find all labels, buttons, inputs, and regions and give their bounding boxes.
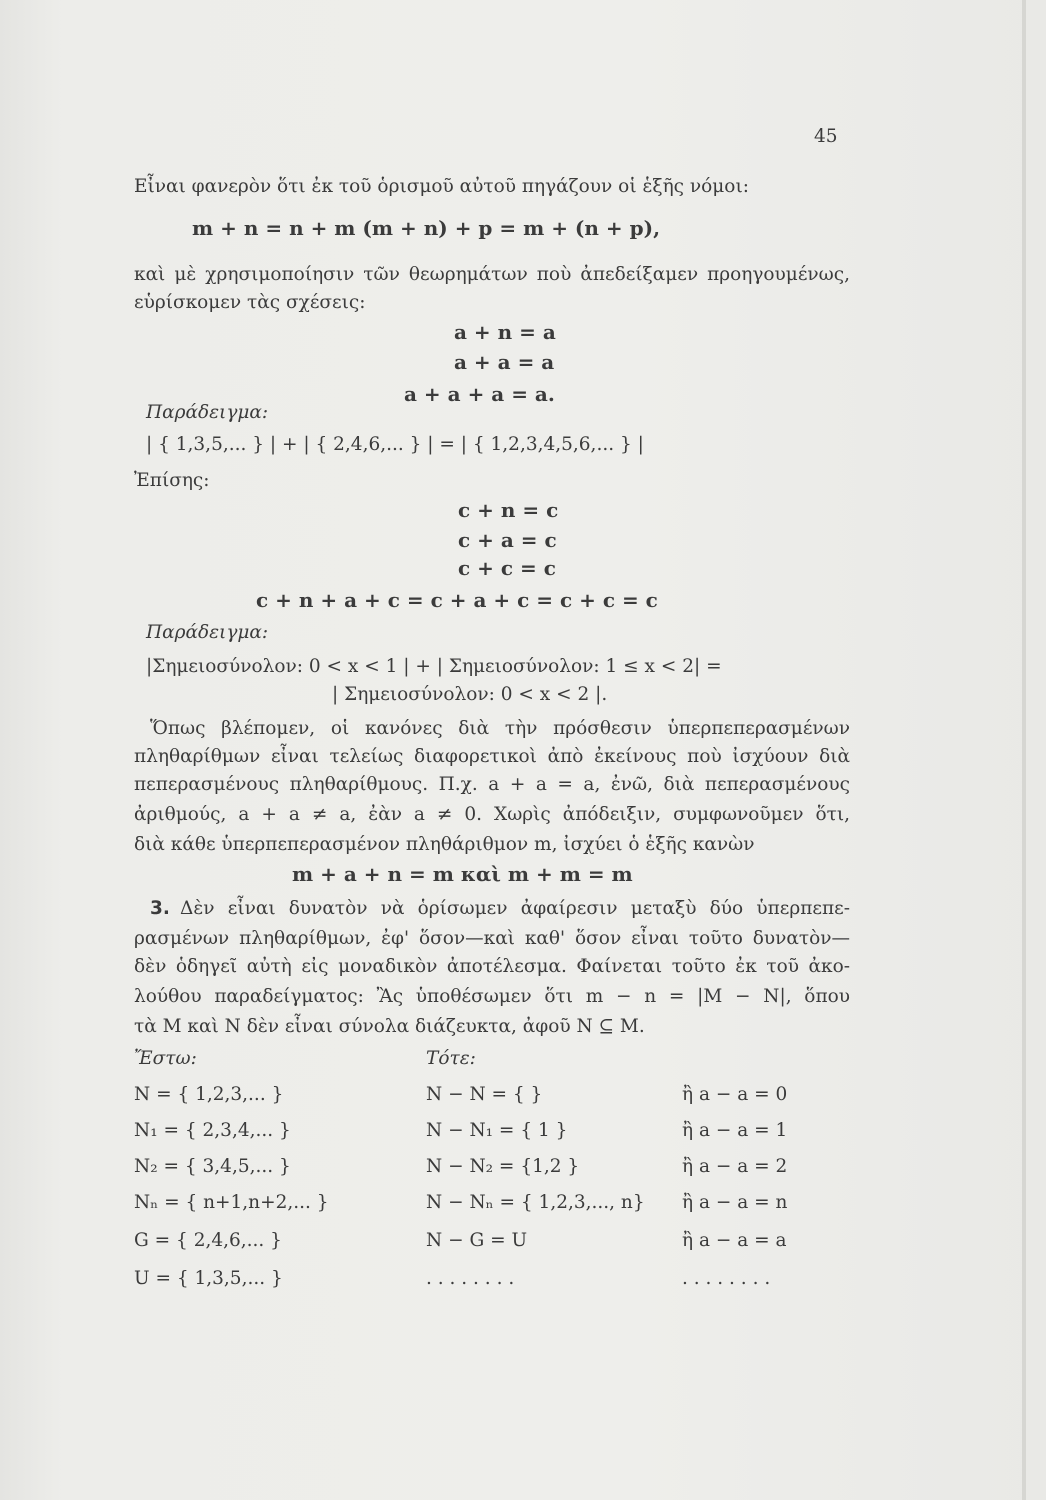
table-row-1-diff: N − N = { } (426, 1084, 543, 1105)
example-label-1: Παράδειγμα: (146, 402, 269, 423)
section-number: 3. (150, 898, 170, 919)
also-label: Ἐπίσης: (134, 470, 210, 491)
example-label-2: Παράδειγμα: (146, 622, 269, 643)
example-1: | { 1,3,5,... } | + | { 2,4,6,... } | = | { 1,2,3,4,5,6,... } | (146, 434, 644, 455)
table-row-3-diff: N − N₂ = {1,2 } (426, 1156, 580, 1177)
table-row-3-set: N₂ = { 3,4,5,... } (134, 1156, 291, 1177)
table-row-6-set: U = { 1,3,5,... } (134, 1268, 283, 1289)
paragraph-2-line-2: εὑρίσκομεν τὰς σχέσεις: (134, 292, 366, 313)
example-2-line-1: |Σημειοσύνολον: 0 < x < 1 | + | Σημειοσύνολον: 1 ≤ x < 2| = (146, 656, 722, 677)
intro-line: Εἶναι φανερὸν ὅτι ἐκ τοῦ ὁρισμοῦ αὐτοῦ πηγάζουν οἱ ἑξῆς νόμοι: (134, 176, 749, 197)
paragraph-3-line-2: πληθαρίθμων εἶναι τελείως διαφορετικοὶ ἀπὸ ἐκείνους ποὺ ἰσχύουν διὰ (134, 746, 850, 767)
table-row-1-set: N = { 1,2,3,... } (134, 1084, 284, 1105)
table-row-5-set: G = { 2,4,6,... } (134, 1230, 282, 1251)
relation-c-4: c + n + a + c = c + a + c = c + c = c (256, 588, 658, 612)
relation-c-3: c + c = c (458, 556, 556, 580)
paragraph-2-line-1: καὶ μὲ χρησιμοποίησιν τῶν θεωρημάτων ποὺ ἀπεδείξαμεν προηγουμένως, (134, 264, 850, 285)
relation-a-1: a + n = a (454, 320, 556, 344)
table-row-1-card: ἢ a − a = 0 (682, 1084, 788, 1105)
table-row-5-card: ἢ a − a = a (682, 1230, 787, 1251)
paragraph-3-line-5: διὰ κάθε ὑπερπεπερασμένον πληθάριθμον m, ἰσχύει ὁ ἑξῆς κανὼν (134, 834, 755, 855)
paragraph-4-line-1: Δὲν εἶναι δυνατὸν νὰ ὁρίσωμεν ἀφαίρεσιν μεταξὺ δύο ὑπερπεπε- (180, 898, 850, 919)
table-row-6-diff: . . . . . . . . (426, 1268, 515, 1289)
table-row-2-set: N₁ = { 2,3,4,... } (134, 1120, 291, 1141)
table-row-5-diff: N − G = U (426, 1230, 528, 1251)
page-edge (1022, 0, 1026, 1500)
paragraph-3-line-3: πεπερασμένους πληθαρίθμους. Π.χ. a + a = a, ἐνῶ, διὰ πεπερασμένους (134, 774, 850, 795)
relation-c-2: c + a = c (458, 528, 557, 552)
table-header-left: Ἔστω: (134, 1048, 197, 1069)
paragraph-3-line-1: Ὅπως βλέπομεν, οἱ κανόνες διὰ τὴν πρόσθεσιν ὑπερπεπερασμένων (150, 718, 850, 739)
commutative-associative-laws: m + n = n + m (m + n) + p = m + (n + p), (192, 216, 661, 240)
example-2-line-2: | Σημειοσύνολον: 0 < x < 2 |. (332, 684, 608, 705)
relation-a-3: a + a + a = a. (404, 382, 555, 406)
relation-a-2: a + a = a (454, 350, 555, 374)
table-header-right: Τότε: (426, 1048, 476, 1069)
relation-c-1: c + n = c (458, 498, 559, 522)
paragraph-3-line-4: ἀριθμούς, a + a ≠ a, ἐὰν a ≠ 0. Χωρὶς ἀπόδειξιν, συμφωνοῦμεν ὅτι, (134, 804, 850, 825)
paragraph-4-line-5: τὰ M καὶ N δὲν εἶναι σύνολα διάζευκτα, ἀφοῦ N ⊆ M. (134, 1016, 645, 1037)
table-row-2-card: ἢ a − a = 1 (682, 1120, 788, 1141)
table-row-4-set: Nₙ = { n+1,n+2,... } (134, 1192, 329, 1213)
paragraph-4-line-4: λούθου παραδείγματος: Ἂς ὑποθέσωμεν ὅτι m − n = |M − N|, ὅπου (134, 986, 850, 1007)
table-row-4-diff: N − Nₙ = { 1,2,3,..., n} (426, 1192, 645, 1213)
paragraph-4-line-3: δὲν ὁδηγεῖ αὐτὴ εἰς μοναδικὸν ἀποτέλεσμα. Φαίνεται τοῦτο ἐκ τοῦ ἀκο- (134, 956, 850, 977)
table-row-6-card: . . . . . . . . (682, 1268, 771, 1289)
paragraph-4-line-2: ρασμένων πληθαρίθμων, ἐφ' ὅσον—καὶ καθ' ὅσον εἶναι τοῦτο δυνατὸν— (134, 928, 850, 949)
table-row-2-diff: N − N₁ = { 1 } (426, 1120, 568, 1141)
table-row-3-card: ἢ a − a = 2 (682, 1156, 788, 1177)
page-number: 45 (814, 126, 838, 147)
rule-m: m + a + n = m καὶ m + m = m (292, 862, 633, 886)
table-row-4-card: ἢ a − a = n (682, 1192, 788, 1213)
